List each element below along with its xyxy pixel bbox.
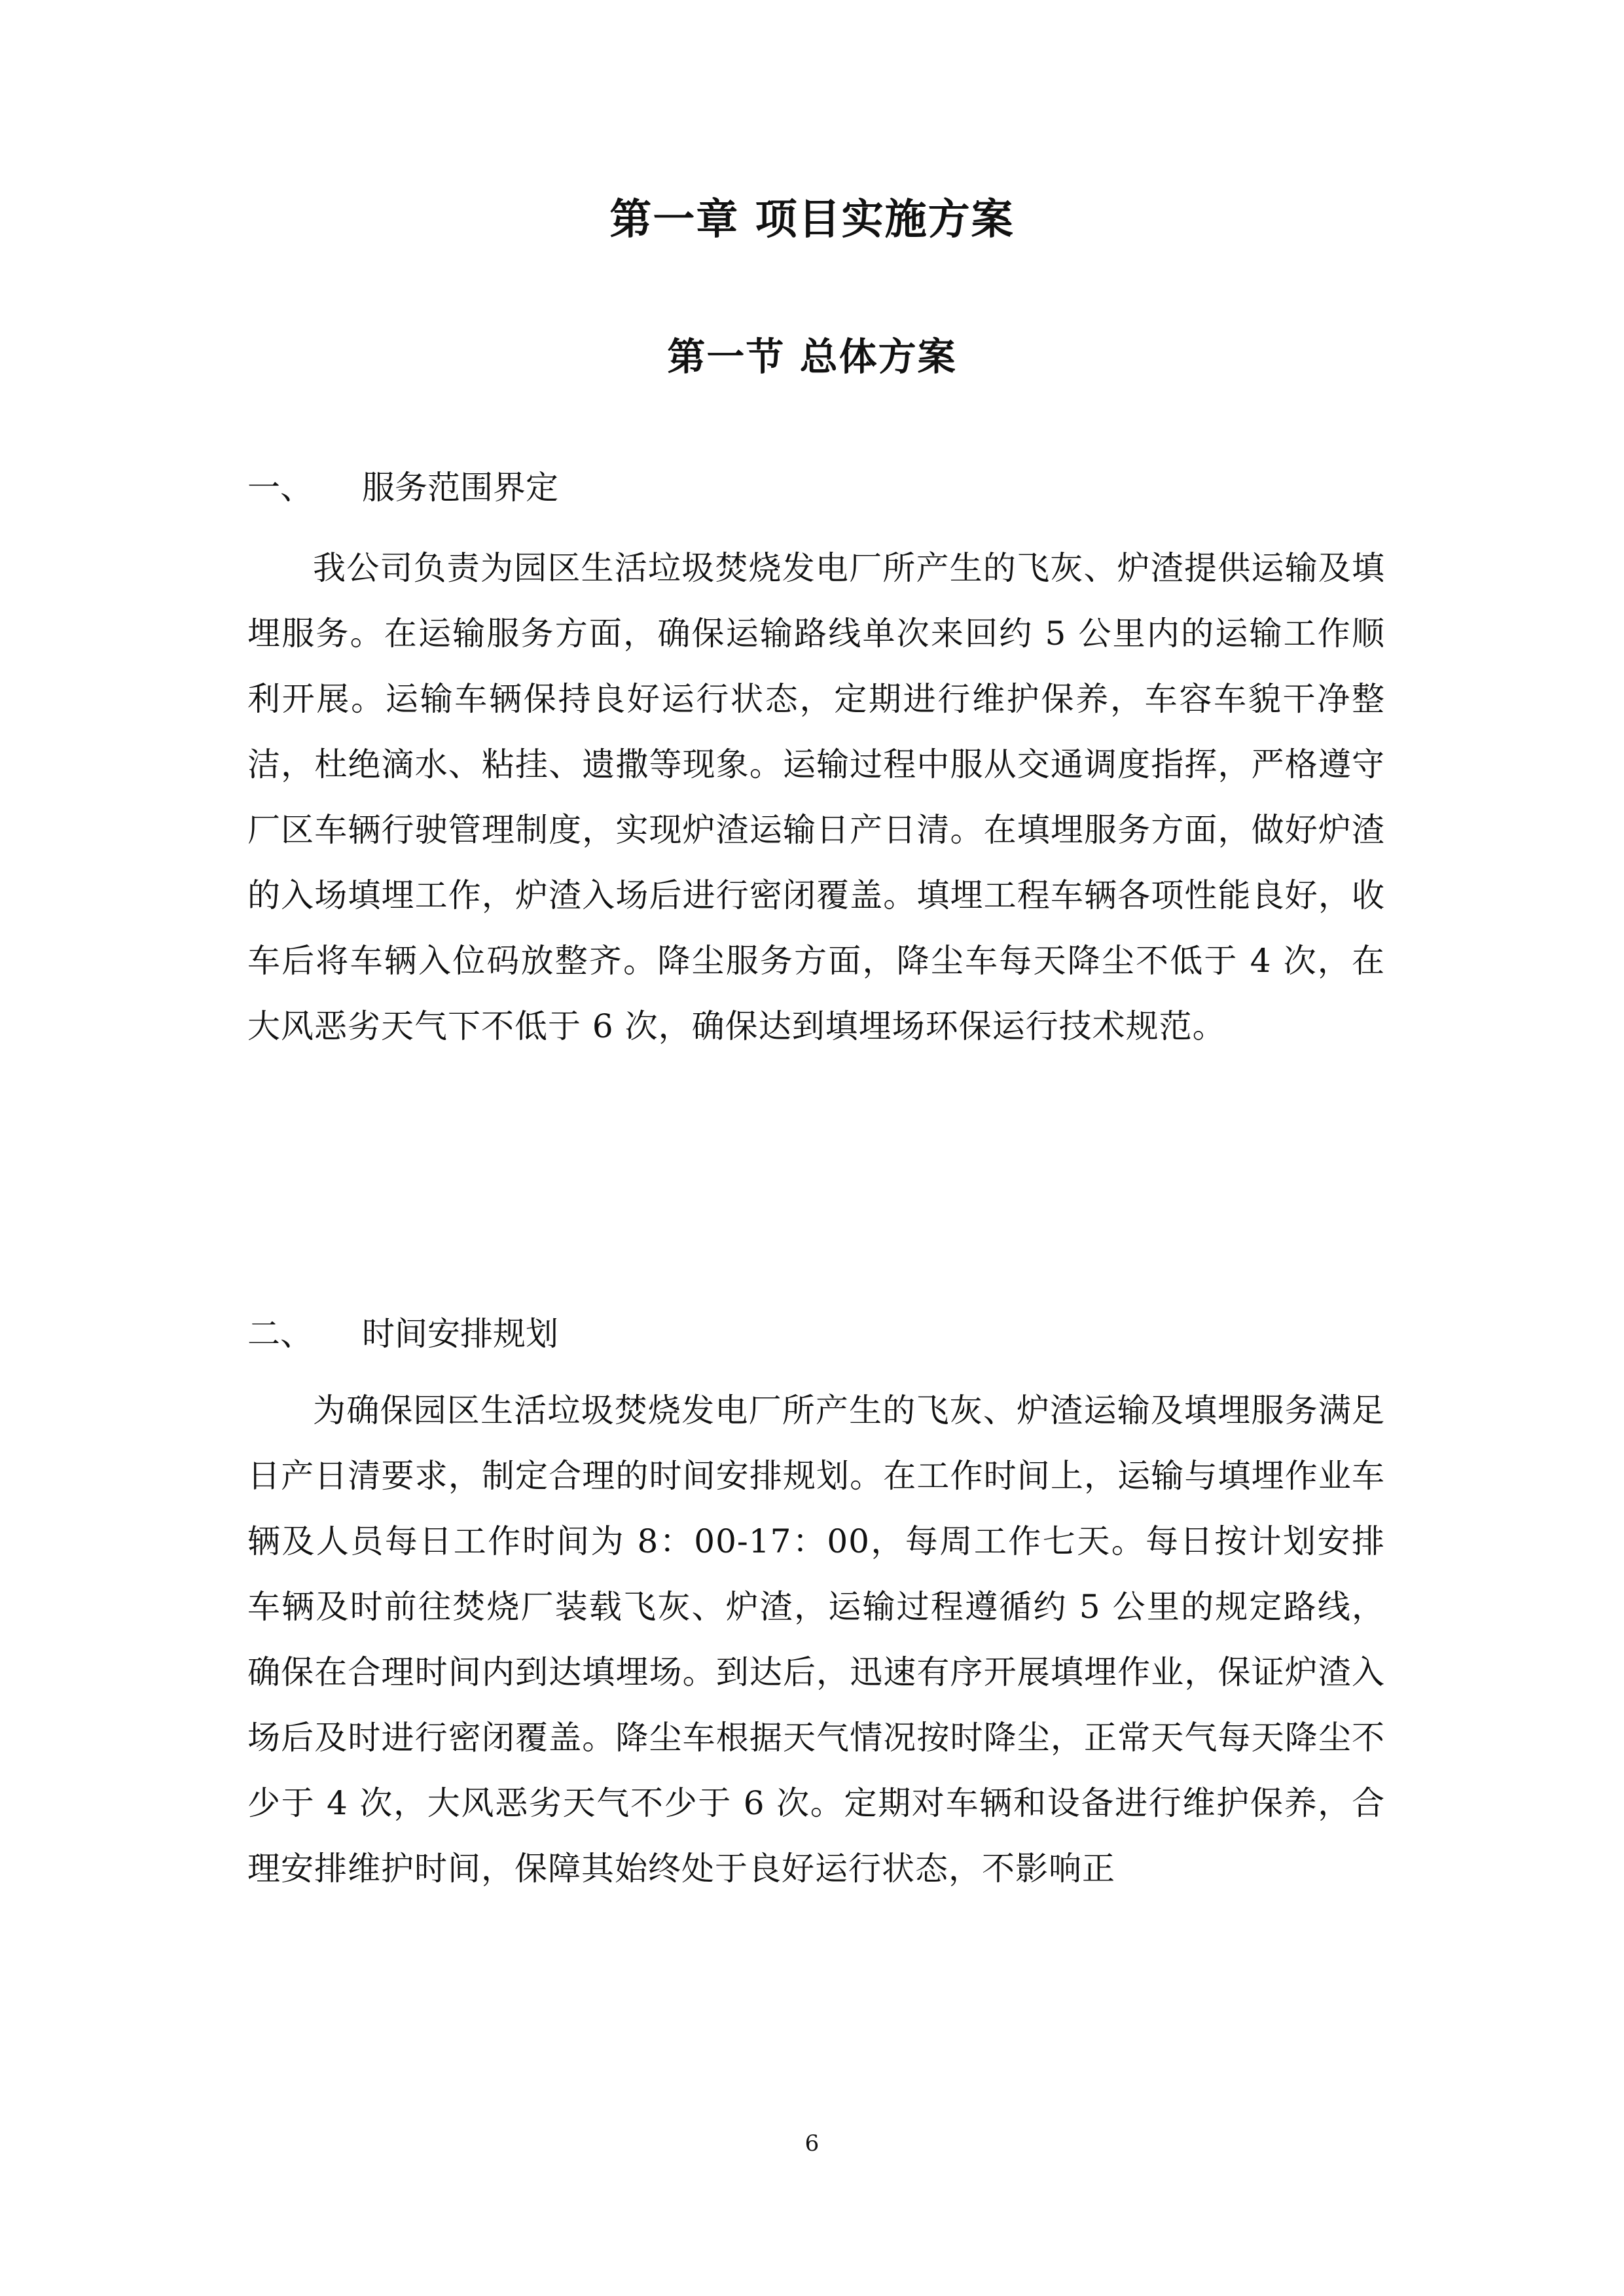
chapter-title: 第一章 项目实施方案: [609, 195, 1015, 244]
section-paragraph-1: 我公司负责为园区生活垃圾焚烧发电厂所产生的飞灰、炉渣提供运输及填埋服务。在运输服务方面，确保运输路线单次来回约 5 公里内的运输工作顺利开展。运输车辆保持良好运行状态，定期进行维护保养，车容车貌干净整洁，杜绝滴水、粘挂、遗撒等现象。运输过程中服从交通调度指挥，严格遵守厂区车辆行驶管理制度，实现炉渣运输日产日清。在填埋服务方面，做好炉渣的入场填埋工作，炉渣入场后进行密闭覆盖。填埋工程车辆各项性能良好，收车后将车辆入位码放整齐。降尘服务方面，降尘车每天降尘不低于 4 次，在大风恶劣天气下不低于 6 次，确保达到填埋场环保运行技术规范。: [247, 549, 1385, 1045]
section-heading-text-2: 时间安排规划: [362, 1315, 558, 1353]
section-heading-1: [247, 461, 558, 514]
section-number-2: 二、: [247, 1315, 313, 1353]
section-title: 第一节 总体方案: [667, 334, 957, 379]
section-heading-2: [247, 1308, 558, 1360]
page-number: 6: [804, 2130, 820, 2157]
section-heading-text-1: 服务范围界定: [362, 469, 558, 507]
section-number-1: 一、: [247, 469, 313, 507]
section-paragraph-2: 为确保园区生活垃圾焚烧发电厂所产生的飞灰、炉渣运输及填埋服务满足日产日清要求，制定合理的时间安排规划。在工作时间上，运输与填埋作业车辆及人员每日工作时间为 8：00-17：00，每周工作七天。每日按计划安排车辆及时前往焚烧厂装载飞灰、炉渣，运输过程遵循约 5 公里的规定路线，确保在合理时间内到达填埋场。到达后，迅速有序开展填埋作业，保证炉渣入场后及时进行密闭覆盖。降尘车根据天气情况按时降尘，正常天气每天降尘不少于 4 次，大风恶劣天气不少于 6 次。定期对车辆和设备进行维护保养，合理安排维护时间，保障其始终处于良好运行状态，不影响正: [247, 1391, 1385, 1888]
